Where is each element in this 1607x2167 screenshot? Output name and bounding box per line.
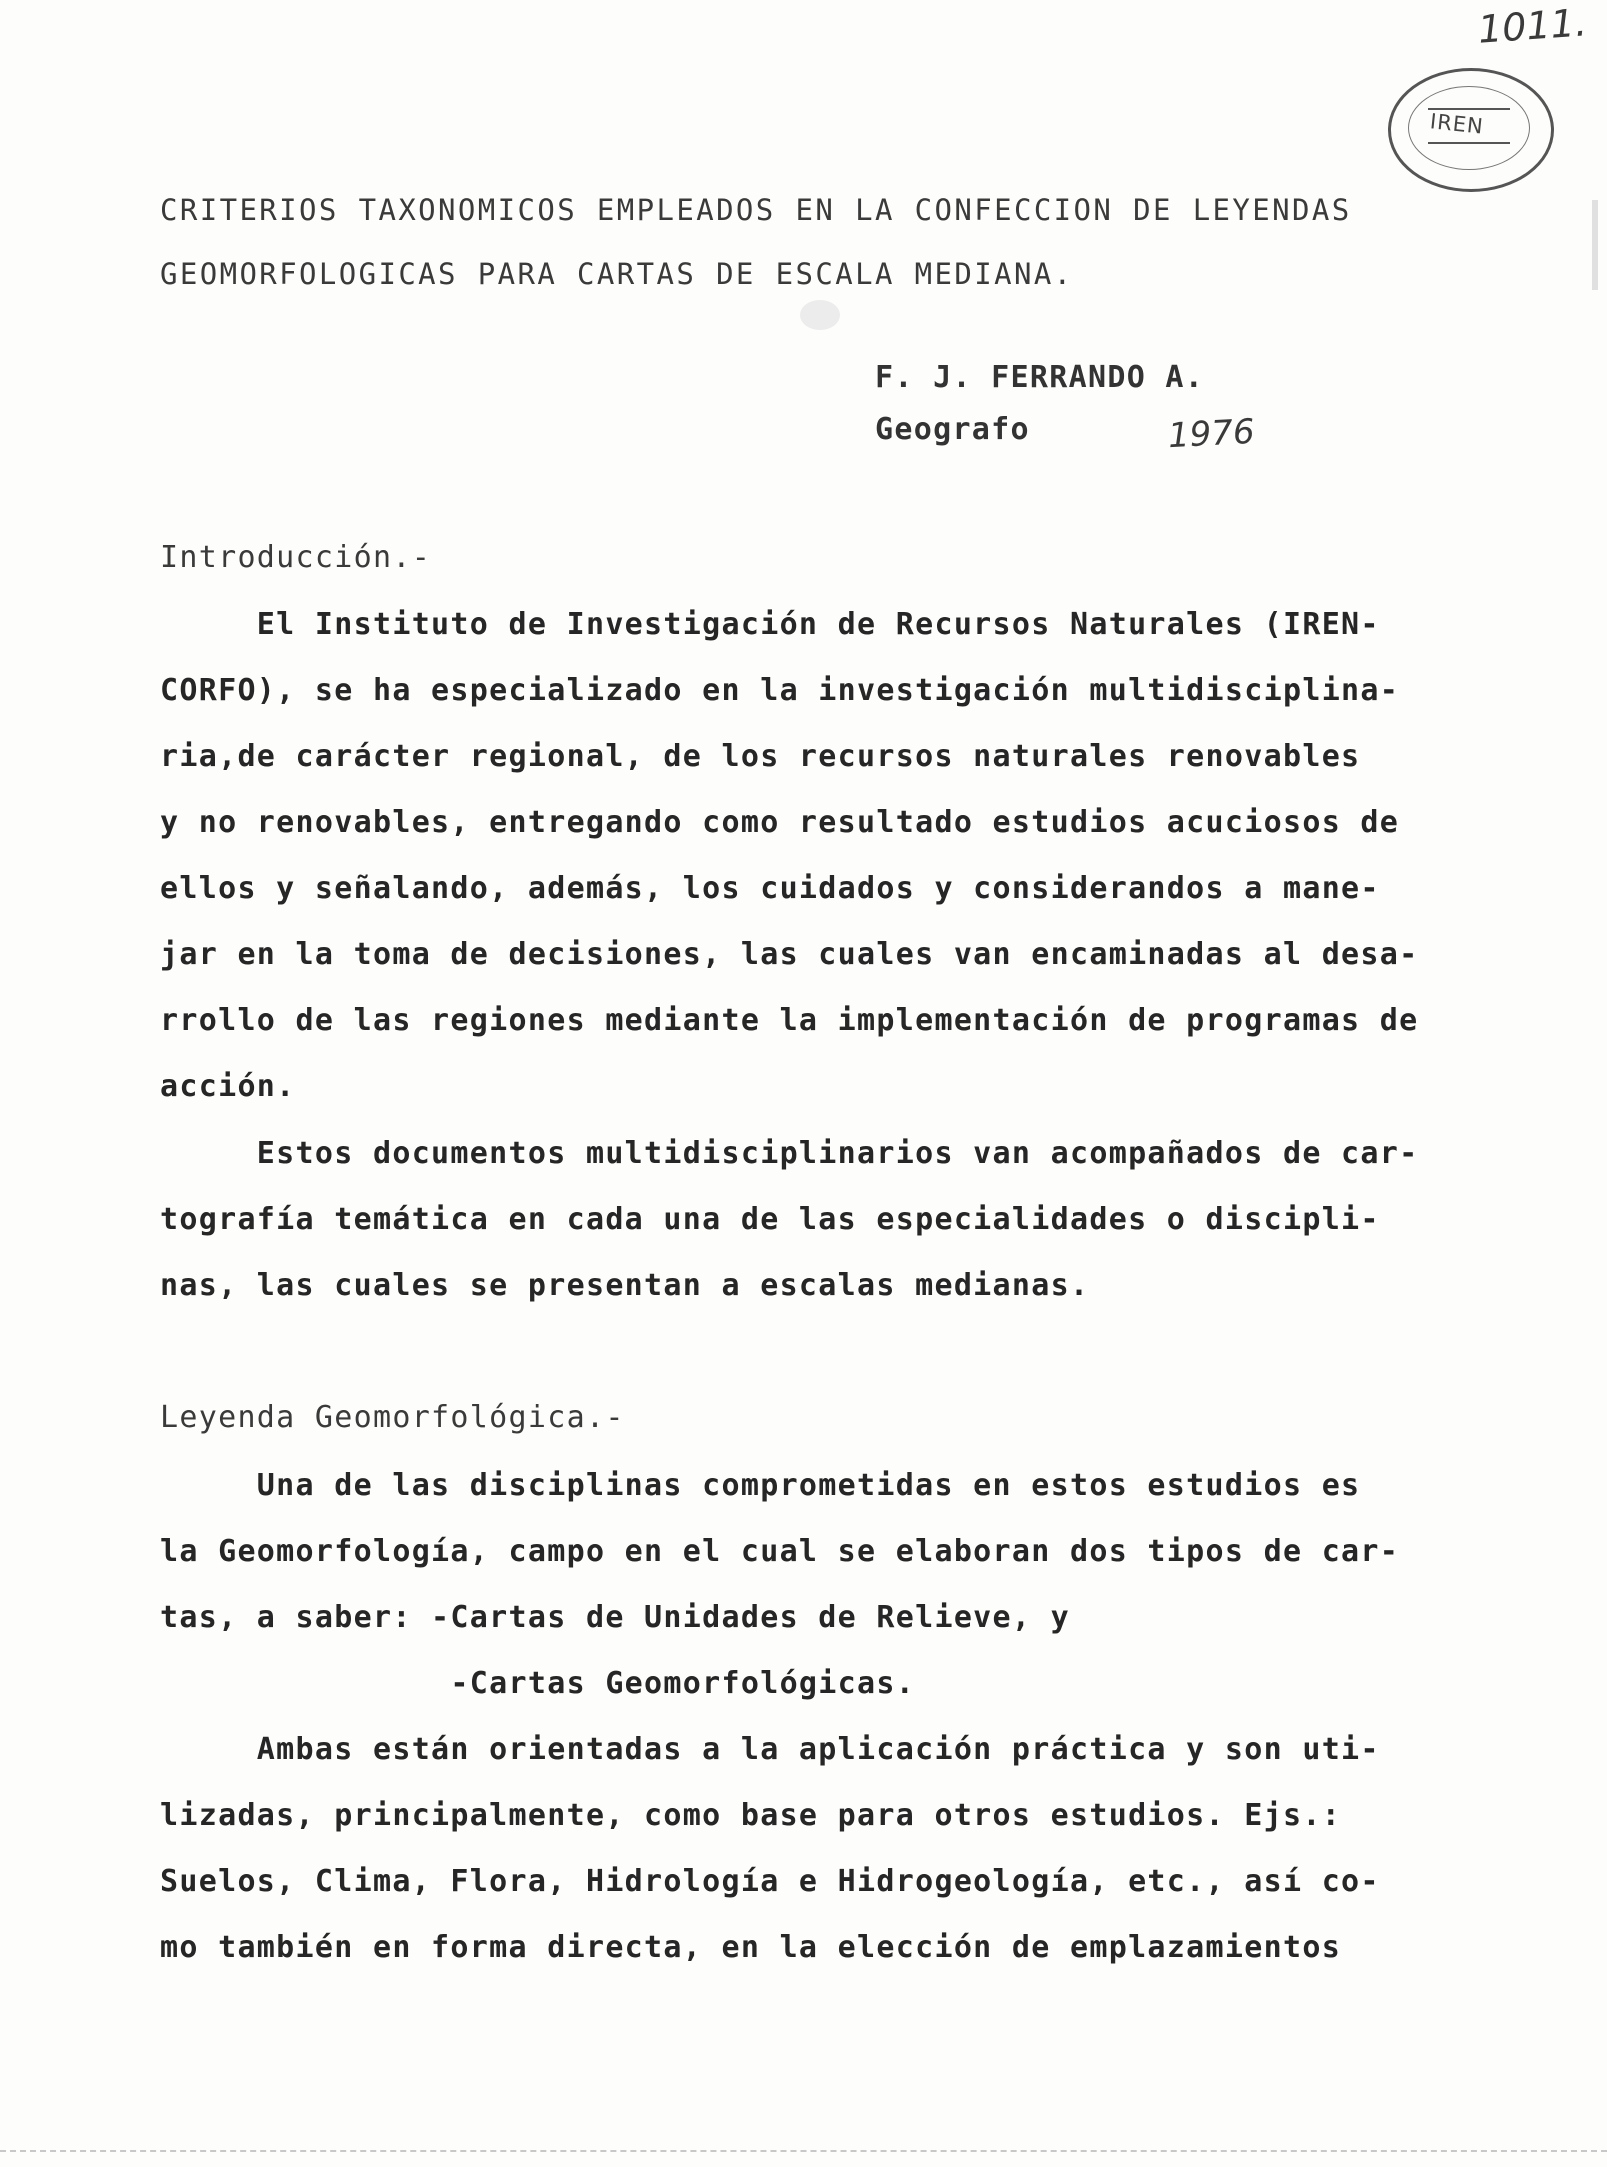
library-stamp xyxy=(1388,68,1554,192)
intro-line: ria,de carácter regional, de los recursos naturales renovables xyxy=(160,739,1361,774)
catalog-number: 1011. xyxy=(1476,0,1589,52)
legend-line: la Geomorfología, campo en el cual se elaboran dos tipos de car- xyxy=(160,1534,1400,1569)
legend-line: lizadas, principalmente, como base para otros estudios. Ejs.: xyxy=(160,1798,1342,1833)
scan-mark xyxy=(1592,200,1598,290)
legend-line: tas, a saber: -Cartas de Unidades de Relieve, y xyxy=(160,1600,1070,1635)
stamp-rule-bottom xyxy=(1428,142,1510,144)
section-heading-intro: Introducción.- xyxy=(160,540,432,575)
legend-line: Ambas están orientadas a la aplicación práctica y son uti- xyxy=(160,1732,1380,1767)
intro-line: nas, las cuales se presentan a escalas medianas. xyxy=(160,1268,1090,1303)
intro-line: ellos y señalando, además, los cuidados y considerandos a mane- xyxy=(160,871,1380,906)
intro-line: Estos documentos multidisciplinarios van acompañados de car- xyxy=(160,1136,1419,1171)
author-name: F. J. FERRANDO A. xyxy=(875,360,1205,395)
scan-mark xyxy=(800,300,840,330)
legend-line: -Cartas Geomorfológicas. xyxy=(160,1666,916,1701)
section-heading-legend: Leyenda Geomorfológica.- xyxy=(160,1400,625,1435)
legend-line: Una de las disciplinas comprometidas en estos estudios es xyxy=(160,1468,1361,1503)
author-role: Geografo xyxy=(875,412,1030,447)
legend-line: mo también en forma directa, en la elección de emplazamientos xyxy=(160,1930,1342,1965)
intro-line: jar en la toma de decisiones, las cuales van encaminadas al desa- xyxy=(160,937,1419,972)
stamp-label: IREN xyxy=(1428,109,1485,139)
intro-line: acción. xyxy=(160,1069,296,1104)
intro-line: tografía temática en cada una de las especialidades o discipli- xyxy=(160,1202,1380,1237)
intro-line: CORFO), se ha especializado en la investigación multidisciplina- xyxy=(160,673,1400,708)
intro-line: y no renovables, entregando como resultado estudios acuciosos de xyxy=(160,805,1400,840)
title-line-2: GEOMORFOLOGICAS PARA CARTAS DE ESCALA MEDIANA. xyxy=(160,257,1074,291)
scan-bottom-edge xyxy=(0,2150,1607,2152)
intro-line: rrollo de las regiones mediante la implementación de programas de xyxy=(160,1003,1419,1038)
legend-line: Suelos, Clima, Flora, Hidrología e Hidrogeología, etc., así co- xyxy=(160,1864,1380,1899)
title-line-1: CRITERIOS TAXONOMICOS EMPLEADOS EN LA CONFECCION DE LEYENDAS xyxy=(160,193,1352,227)
intro-line: El Instituto de Investigación de Recursos Naturales (IREN- xyxy=(160,607,1380,642)
handwritten-year: 1976 xyxy=(1167,411,1256,457)
